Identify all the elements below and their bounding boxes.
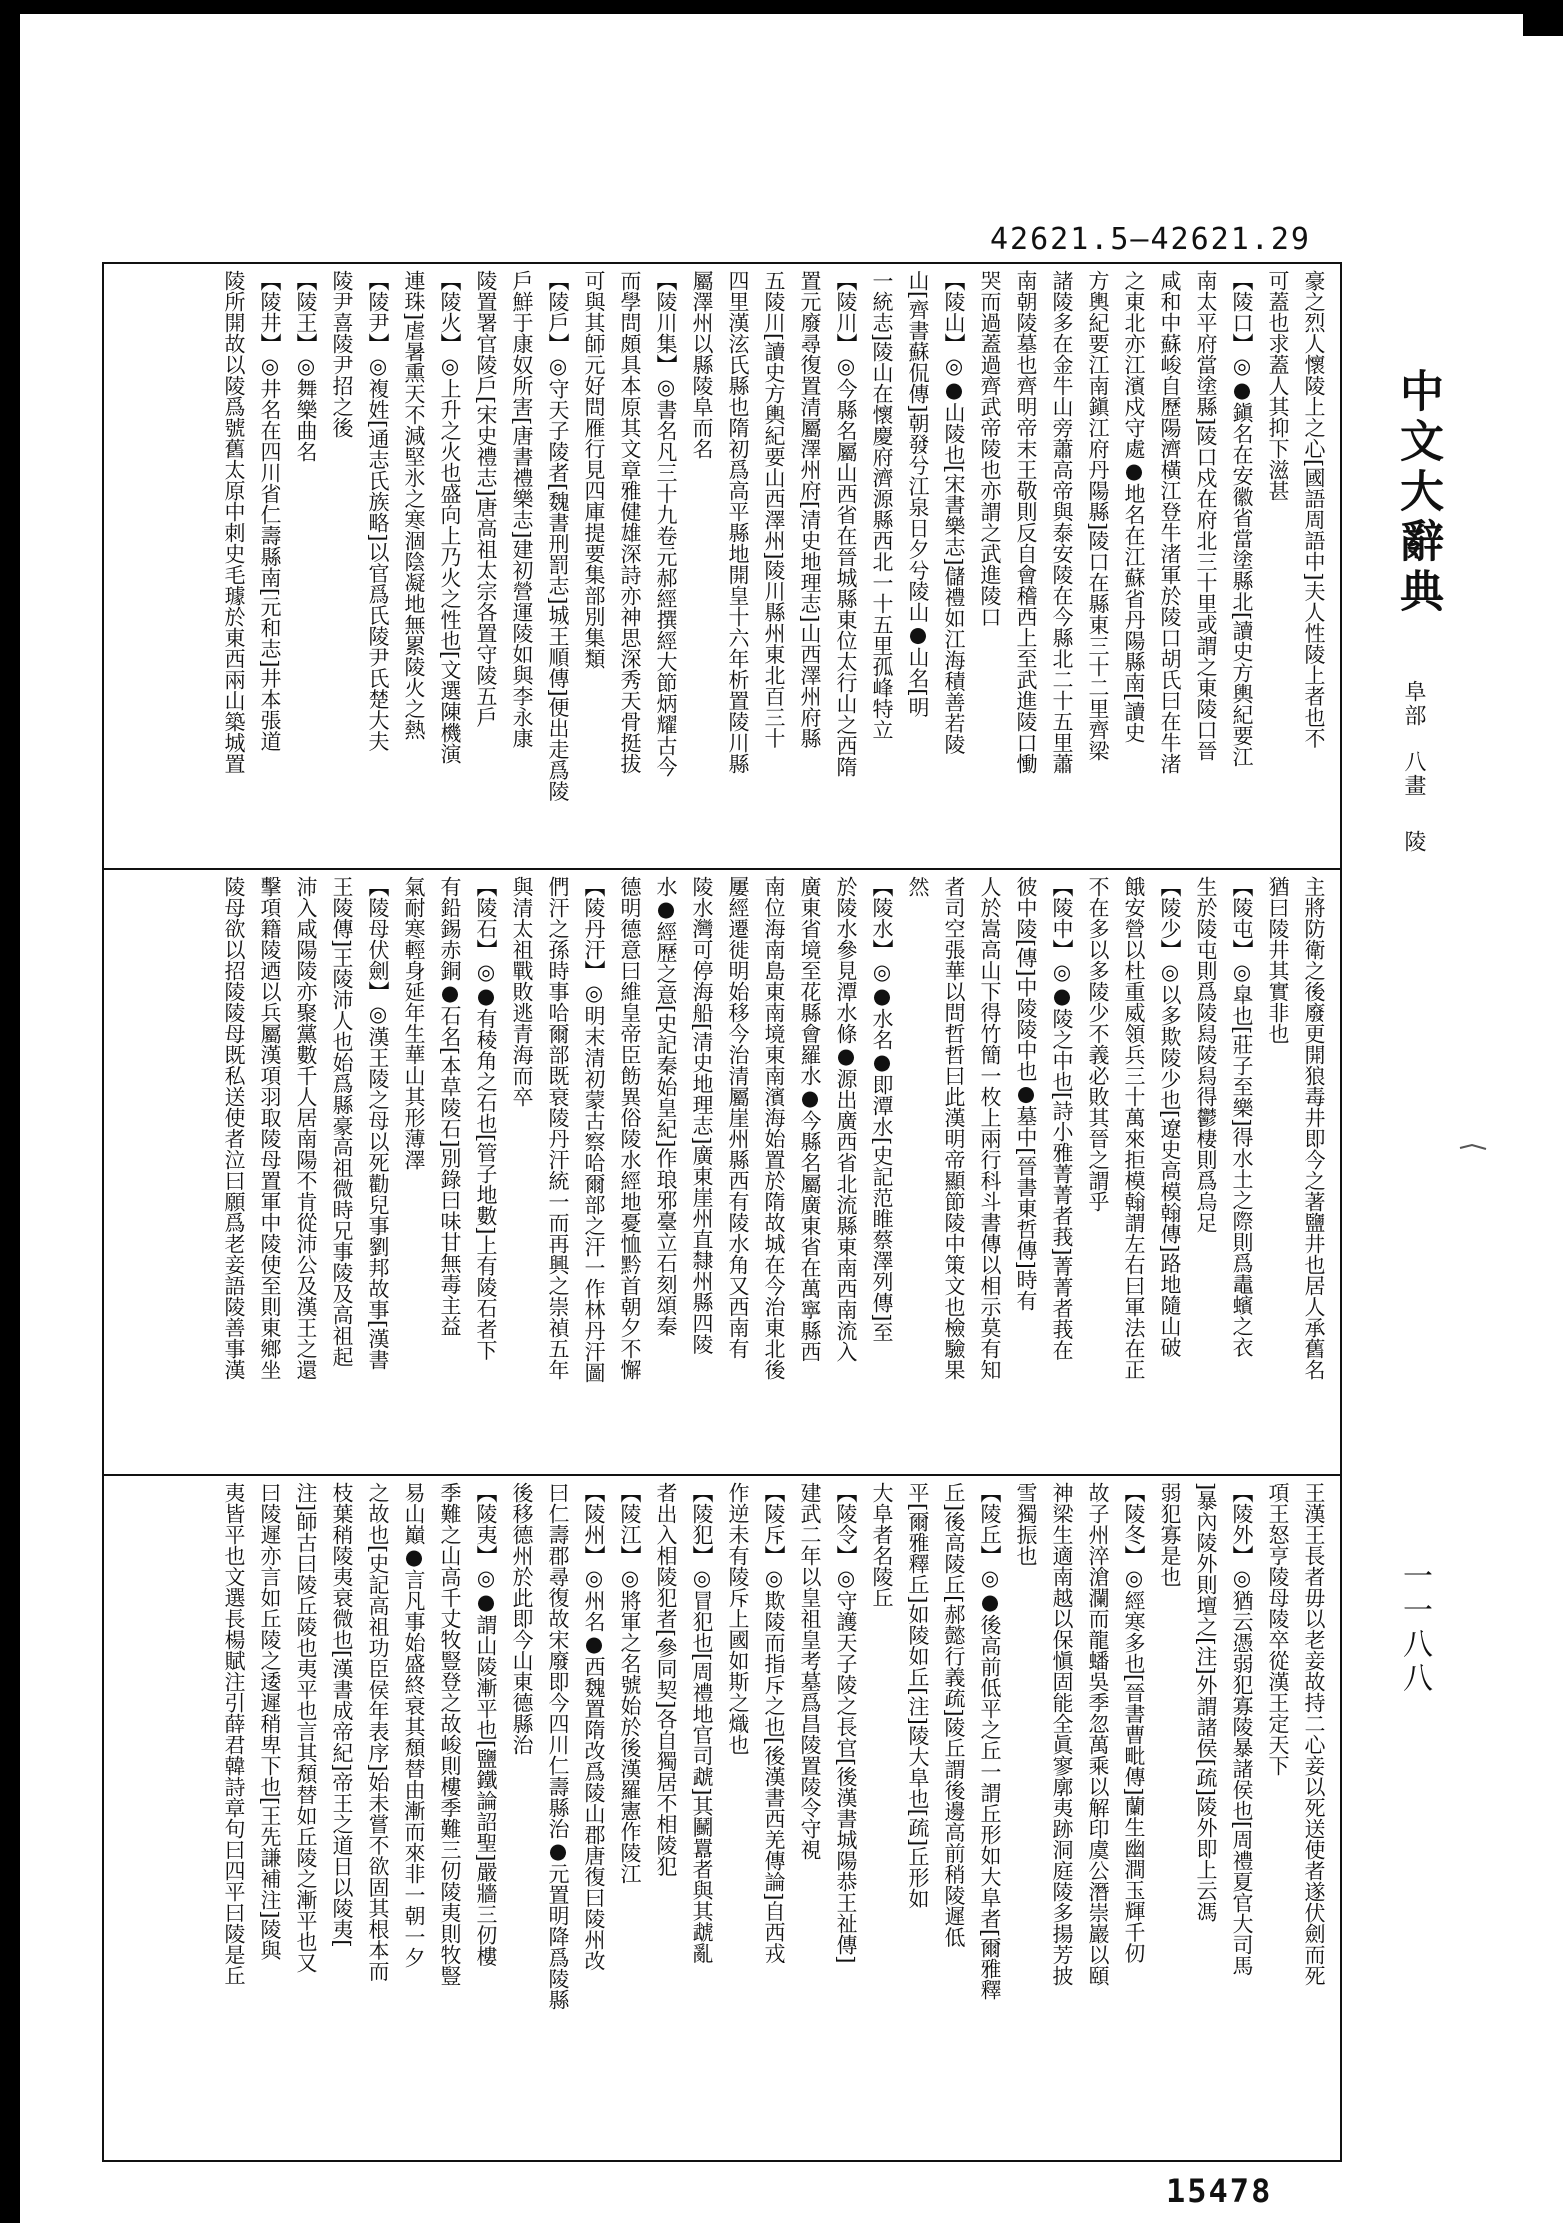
tier-top — [112, 270, 1332, 862]
text-column: 神梁生適南越以保愼固能全眞寥廓夷跡洞庭陵多揚芳披 — [1050, 1482, 1074, 1986]
text-column: 可蓋也求蓋人其抑下滋甚 — [1266, 270, 1290, 501]
text-column: 雪獨振也 — [1014, 1482, 1038, 1566]
text-column: 者司空張華以問哲哲曰此漢明帝顯節陵中策文也檢驗果 — [942, 876, 966, 1380]
tier-bottom — [112, 1482, 1332, 2154]
text-column: 【陵丹汗】◎明末清初蒙古察哈爾部之汗一作林丹汗圖 — [582, 876, 606, 1383]
radical-label: 阜部 — [1401, 680, 1426, 728]
text-column: 沛入咸陽陵亦聚黨數千人居南陽不肯從沛公及漢王之還 — [294, 876, 318, 1380]
text-column: 南位海南島東南境東南濱海始置於隋故城在今治東北後 — [762, 876, 786, 1380]
text-column: 王陵傳]王陵沛人也始爲縣豪高祖微時兄事陵及高祖起 — [330, 876, 354, 1368]
tier-middle — [112, 876, 1332, 1468]
text-column: 易山巔●言凡事始盛終衰其頹替由漸而來非一朝一夕 — [402, 1482, 426, 1968]
text-column: 陵置署官陵戶[宋史禮志]唐高祖太宗各置守陵五戶 — [474, 270, 498, 728]
text-column: 【陵石】◎●有稜角之石也[管子地數]上有陵石者下 — [474, 876, 498, 1361]
text-column: 丘]後高陵丘[郝懿行義疏]陵丘謂後邊高前稍陵遲低 — [942, 1482, 966, 1948]
text-column: 建武二年以皇祖皇考墓爲昌陵置陵令守視 — [798, 1482, 822, 1860]
text-column: 山[齊書蘇侃傳]朝發兮江泉日夕兮陵山●山名[明 — [906, 270, 930, 718]
text-column: 【陵戶】◎守天子陵者[魏書刑罰志]城王順傳]便出走爲陵 — [546, 270, 570, 802]
text-column: 豪之烈人懷陵上之心[國語周語中]夫人性陵上者也不 — [1302, 270, 1326, 749]
text-column: 【陵丘】◎●後高前低平之丘一謂丘形如大阜者[爾雅釋 — [978, 1482, 1002, 2001]
text-column: 與清太祖戰敗逃青海而卒 — [510, 876, 534, 1107]
text-column: 【陵母伏劍】◎漢王陵之母以死勸兒事劉邦故事[漢書 — [366, 876, 390, 1371]
entry-code-range: 42621.5—42621.29 — [990, 222, 1311, 257]
text-column: 【陵火】◎上升之火也盛向上乃火之性也[文選陳機演 — [438, 270, 462, 765]
stroke-count-label: 八畫 — [1401, 750, 1426, 798]
text-column: 人於嵩高山下得竹簡一枚上兩行科斗書傳以相示莫有知 — [978, 876, 1002, 1380]
text-column: 平[爾雅釋丘]如陵如丘[注]陵大阜也[疏]丘形如 — [906, 1482, 930, 1910]
volume-page-number: 一一八八 — [1397, 1560, 1432, 1696]
text-column: 【陵少】◎以多欺陵少也[遼史高模翰傳]路地隨山破 — [1158, 876, 1182, 1358]
text-column: 【陵冬】◎經寒多也[晉書曹毗傳]蘭生幽澗玉輝千仞 — [1122, 1482, 1146, 1964]
text-column: 彼中陵[傳]中陵陵中也●墓中[晉書東哲傳]時有 — [1014, 876, 1038, 1311]
text-column: 氣耐寒輕身延年生華山其形薄澤 — [402, 876, 426, 1170]
text-column: 屬澤州以縣陵阜而名 — [690, 270, 714, 459]
text-column: 然 — [906, 876, 930, 897]
text-column: 【陵川】◎今縣名屬山西省在晉城縣東位太行山之西隋 — [834, 270, 858, 777]
text-column: 四里漢泫氏縣也隋初爲高平縣地開皇十六年析置陵川縣 — [726, 270, 750, 774]
text-column: 可與其師元好問雁行見四庫提要集部別集類 — [582, 270, 606, 669]
book-title: 中文大辭典 — [1392, 368, 1443, 618]
text-column: 【陵井】◎井名在四川省仁壽縣南[元和志]井本張道 — [258, 270, 282, 752]
text-column: 曰仁壽郡尋復故宋廢即今四川仁壽縣治●元置明降爲陵縣 — [546, 1482, 570, 2010]
text-column: 連珠]虐暑熏天不減堅氷之寒涸陰凝地無累陵火之熱 — [402, 270, 426, 741]
text-column: 陵尹喜陵尹招之後 — [330, 270, 354, 438]
text-column: 之故也[史記高祖功臣侯年表序]始未嘗不欲固其根本而 — [366, 1482, 390, 1982]
text-column: 戶鮮于康奴所害[唐書禮樂志]建初營運陵如與李永康 — [510, 270, 534, 749]
text-column: 【陵中】◎●陵之中也[詩小雅菁菁者莪]菁菁者莪在 — [1050, 876, 1074, 1361]
text-column: 枝葉稍陵夷衰微也[漢書成帝紀]帝王之道日以陵夷[ — [330, 1482, 354, 1948]
text-column: 猶曰陵井其實非也 — [1266, 876, 1290, 1044]
text-column: 不在多以多陵少不義必敗其晉之謂乎 — [1086, 876, 1110, 1212]
text-column: 餓安營以杜重威領兵三十萬來拒模翰謂左右曰軍法在正 — [1122, 876, 1146, 1380]
text-column: 注]師古曰陵丘陵也夷平也言其頹替如丘陵之漸平也又 — [294, 1482, 318, 1974]
text-column: 【陵水】◎●水名●即潭水[史記范睢蔡澤列傳]至 — [870, 876, 894, 1343]
text-column: 方輿紀要江南鎭江府丹陽縣]陵口在縣東三十二里齊梁 — [1086, 270, 1110, 762]
scan-border-top — [0, 0, 1563, 14]
text-column: 夷皆平也文選長楊賦注引薛君韓詩章句曰四平曰陵是丘 — [222, 1482, 246, 1986]
text-column: 故子州淬滄瀾而龍蟠吳季忽萬乘以解印虞公潛崇巖以頤 — [1086, 1482, 1110, 1986]
text-column: 主將防衛之後廢更開狼毒井即今之著鹽井也居人承舊名 — [1302, 876, 1326, 1380]
text-column: 【陵屯】◎皐也[莊子至樂]得水土之際則爲鼃蠙之衣 — [1230, 876, 1254, 1358]
text-column: 者出入相陵犯者[參同契]各自獨居不相陵犯 — [654, 1482, 678, 1877]
tier-divider-2 — [102, 1474, 1342, 1476]
text-column: 陵所開故以陵爲號舊太原中刺史毛璩於東西兩山築城置 — [222, 270, 246, 774]
text-column: 季難之山高千丈牧豎登之故峻則樓季難三仞陵夷則牧豎 — [438, 1482, 462, 1986]
text-column: 南朝陵墓也齊明帝末王敬則反自會稽西上至武進陵口慟 — [1014, 270, 1038, 774]
scan-speck — [1458, 1142, 1488, 1152]
text-column: 而學問頗具本原其文章雅健雄深詩亦神思深秀天骨挺拔 — [618, 270, 642, 774]
text-column: 項王怒亨陵母陵卒從漢王定天下 — [1266, 1482, 1290, 1776]
tier-divider-1 — [102, 868, 1342, 870]
text-column: 們汗之孫時事哈爾部既衰陵丹汗統一而再興之崇禎五年 — [546, 876, 570, 1380]
text-column: 作逆未有陵斥上國如斯之熾也 — [726, 1482, 750, 1755]
text-column: 【陵尹】◎複姓[通志氏族略]以官爲氏陵尹氏楚大夫 — [366, 270, 390, 752]
text-column: 【陵川集】◎書名凡三十九卷元郝經撰經大節炳耀古今 — [654, 270, 678, 777]
text-column: 大阜者名陵丘 — [870, 1482, 894, 1608]
text-column: 置元廢尋復置清屬澤州府[清史地理志]山西澤州府縣 — [798, 270, 822, 749]
page-number: 15478 — [1166, 2172, 1273, 2210]
text-column: 生於陵屯則爲陵舄陵舄得鬱棲則爲烏足 — [1194, 876, 1218, 1233]
text-column: 王漢王長者毋以老妾故持二心妾以死送使者遂伏劍而死 — [1302, 1482, 1326, 1986]
text-column: 於陵水參見潭水條●源出廣西省北流縣東南西南流入 — [834, 876, 858, 1362]
text-column: 五陵川[讀史方輿紀要山西澤州]陵川縣州東北百三十 — [762, 270, 786, 749]
text-column: 【陵口】◎●鎭名在安徽省當塗縣北[讀史方輿紀要江 — [1230, 270, 1254, 768]
text-column: 一統志]陵山在懷慶府濟源縣西北一十五里孤峰特立 — [870, 270, 894, 741]
text-column: 曰陵遲亦言如丘陵之逶遲稍卑下也[王先謙補注]陵與 — [258, 1482, 282, 1961]
text-column: 哭而過蓋過齊武帝陵也亦謂之武進陵口 — [978, 270, 1002, 627]
text-column: 【陵江】◎將軍之名號始於後漢羅憲作陵江 — [618, 1482, 642, 1884]
scan-border-corner — [1523, 0, 1563, 36]
text-column: 屢經遷徙明始移今治清屬崖州縣西有陵水角又西南有 — [726, 876, 750, 1359]
text-column: ]暴內陵外則壇之[注]外謂諸侯[疏]陵外即上云馮 — [1194, 1482, 1218, 1922]
text-column: 弱犯寡是也 — [1158, 1482, 1182, 1587]
text-column: 水●經歷之意[史記秦始皇紀]作琅邪臺立石刻頌秦 — [654, 876, 678, 1337]
text-column: 【陵令】◎守護天子陵之長官[後漢書城陽恭王祉傳] — [834, 1482, 858, 1964]
text-column: 南太平府當塗縣]陵口戍在府北三十里或謂之東陵口晉 — [1194, 270, 1218, 762]
text-column: 【陵外】◎猶云憑弱犯寡陵暴諸侯也[周禮夏官大司馬 — [1230, 1482, 1254, 1977]
text-column: 後移德州於此即今山東德縣治 — [510, 1482, 534, 1755]
text-column: 【陵州】◎州名●西魏置隋改爲陵山郡唐復曰陵州改 — [582, 1482, 606, 1971]
scan-border-left — [0, 0, 20, 2223]
text-column: 【陵斥】◎欺陵而指斥之也[後漢書西羌傳論]自西戎 — [762, 1482, 786, 1964]
text-column: 德明德意曰維皇帝臣飭異俗陵水經地憂恤黔首朝夕不懈 — [618, 876, 642, 1380]
text-column: 【陵王】◎舞樂曲名 — [294, 270, 318, 462]
text-column: 咸和中蘇峻自歷陽濟橫江登牛渚軍於陵口胡氏曰在牛渚 — [1158, 270, 1182, 774]
text-column: 之東北亦江濱戍守處●地名在江蘇省丹陽縣南[讀史 — [1122, 270, 1146, 744]
text-column: 【陵夷】◎●謂山陵漸平也[鹽鐵論詔聖]嚴牆三仞樓 — [474, 1482, 498, 1967]
text-column: 【陵山】◎●山陵也[宋書樂志]儲禮如江海積善若陵 — [942, 270, 966, 755]
text-column: 陵水灣可停海船[清史地理志]廣東崖州直隸州縣四陵 — [690, 876, 714, 1355]
text-column: 【陵犯】◎冒犯也[周禮地官司虣]其鬭囂者與其虣亂 — [690, 1482, 714, 1964]
text-column: 廣東省境至花縣會羅水●今縣名屬廣東省在萬寧縣西 — [798, 876, 822, 1362]
text-column: 擊項籍陵迺以兵屬漢項羽取陵母置軍中陵使至則東鄉坐 — [258, 876, 282, 1380]
text-column: 陵母欲以招陵陵母既私送使者泣曰願爲老妾語陵善事漢 — [222, 876, 246, 1380]
head-character: 陵 — [1401, 830, 1426, 852]
text-column: 諸陵多在金牛山旁蕭高帝與泰安陵在今縣北二十五里蕭 — [1050, 270, 1074, 774]
text-column: 有鉛錫赤銅●石名[本草陵石]別錄曰味甘無毒主益 — [438, 876, 462, 1337]
